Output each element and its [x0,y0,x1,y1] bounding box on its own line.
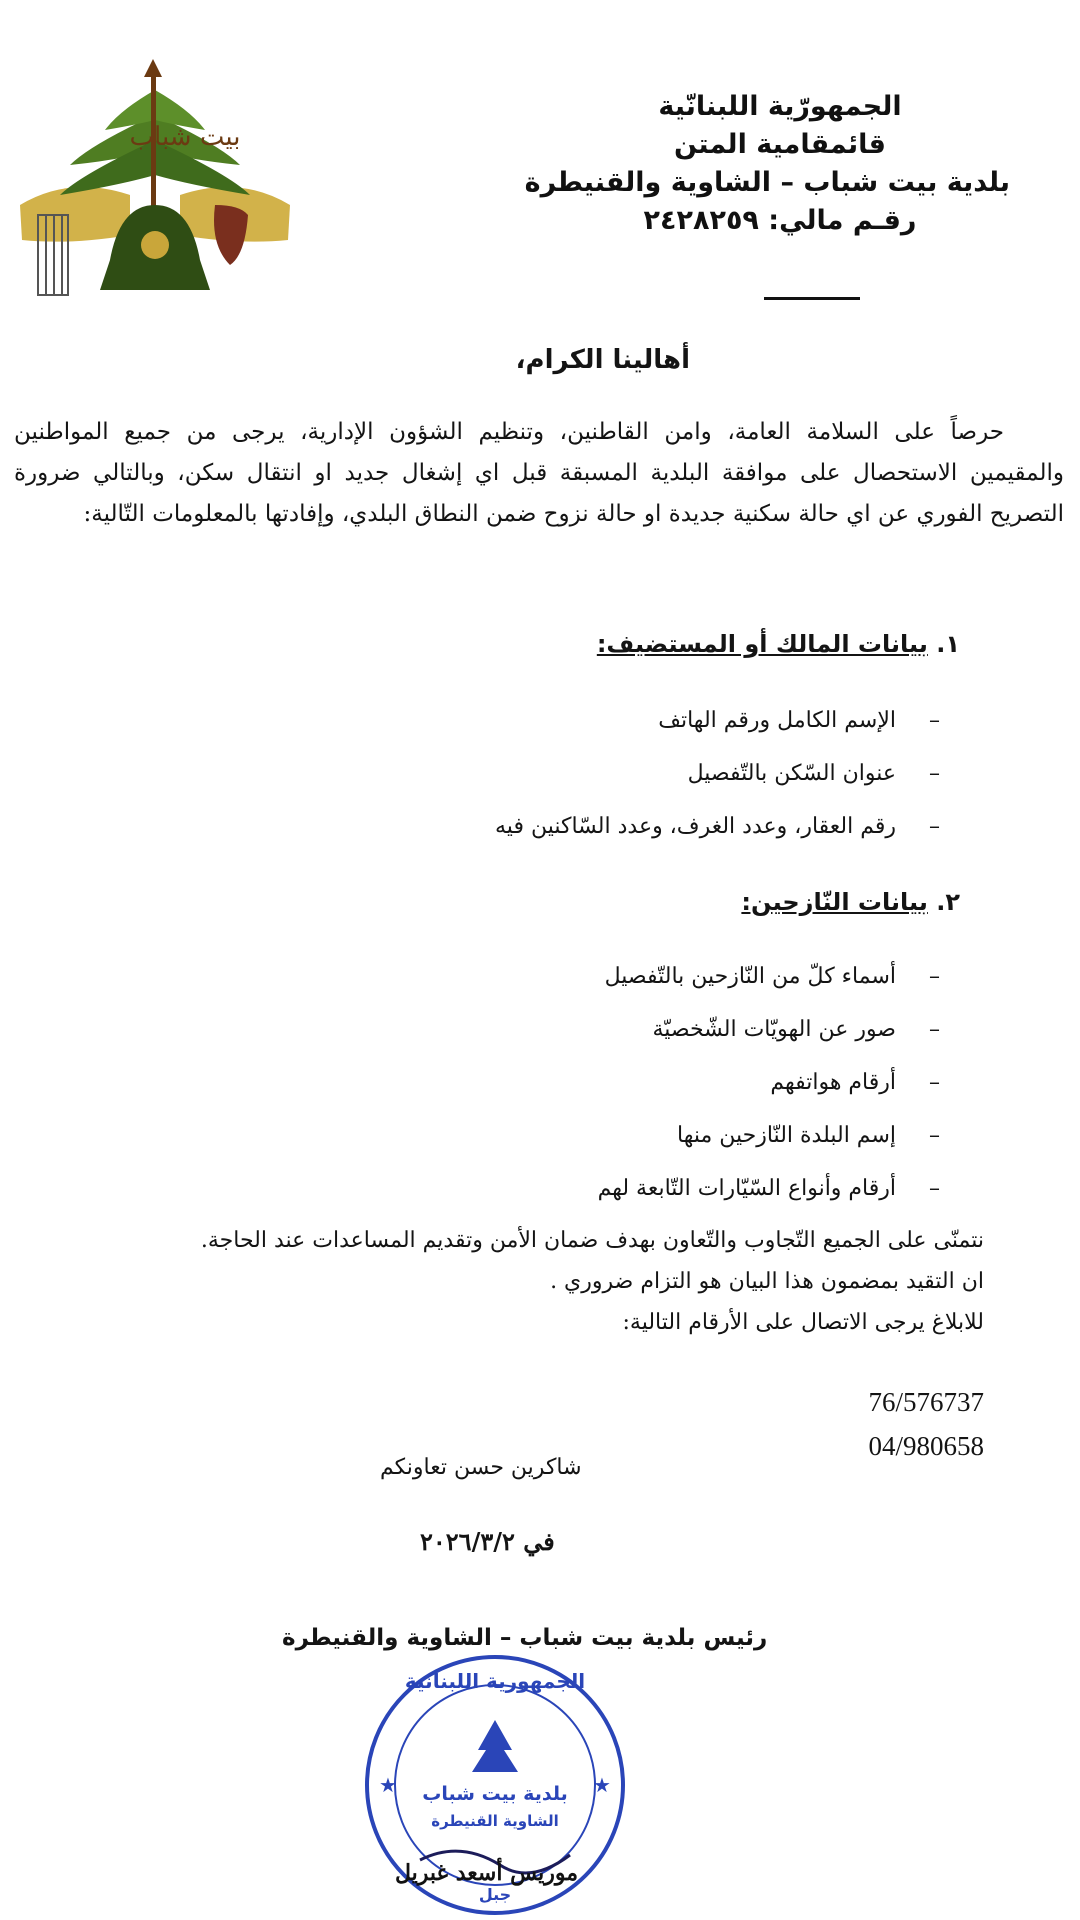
section2-heading [741,888,960,916]
mayor-name: موريس أسعد غبريل [395,1860,579,1886]
list-item: –رقم العقار، وعدد الغرف، وعدد السّاكنين فيه [495,800,940,853]
thanks-text: شاكرين حسن تعاونكم [380,1455,582,1480]
list-item: –أرقام وأنواع السّيّارات التّابعة لهم [598,1162,940,1215]
section1-list [495,694,940,853]
list-item: –أسماء كلّ من النّازحين بالتّفصيل [598,950,940,1003]
dash-marker: – [929,1123,940,1148]
stamp-bottom-text: جبل [478,1885,512,1904]
letter-date: في ٢٠٢٦/٣/٢ [420,1527,555,1556]
dash-marker: – [929,964,940,989]
intro-paragraph [14,412,1064,535]
list-item: –صور عن الهويّات الشّخصيّة [598,1003,940,1056]
stamp-inner-subtext: الشاوية القنيطرة [431,1812,559,1830]
stamp-inner-text: بلدية بيت شباب [422,1783,568,1805]
closing-line3: للابلاغ يرجى الاتصال على الأرقام التالية: [622,1310,984,1335]
section2-list [598,950,940,1215]
dash-marker: – [929,1070,940,1095]
list-item: –أرقام هواتفهم [598,1056,940,1109]
greeting: أهالينا الكرام، [515,345,690,375]
phone-numbers [868,1380,984,1468]
section1-number: ١. [936,630,960,658]
header-district: قائمقامية المتن [674,129,886,160]
header-country: الجمهورّية اللبنانّية [658,91,902,122]
logo-lettering: بيت شباب [129,122,241,152]
svg-text:★: ★ [593,1773,611,1797]
phone-number: 04/980658 [868,1431,984,1461]
section1-heading [597,630,960,658]
stamp-outer-text: الجمهورية اللبنانية [404,1669,586,1693]
mayor-title: رئيس بلدية بيت شباب – الشاوية والقنيطرة [282,1625,768,1651]
dash-marker: – [929,708,940,733]
header-financial-number: رقـم مالي: ٢٤٢٨٢٥٩ [643,205,917,236]
dash-marker: – [929,761,940,786]
list-item: –عنوان السّكن بالتّفصيل [495,747,940,800]
header-divider [764,297,860,300]
section2-number: ٢. [936,888,960,916]
closing-line1: نتمنّى على الجميع التّجاوب والتّعاون بهدف ضمان الأمن وتقديم المساعدات عند الحاجة. [200,1228,984,1253]
closing-text [201,1220,984,1343]
intro-text: حرصاً على السلامة العامة، وامن القاطنين، وتنظيم الشؤون الإدارية، يرجى من جميع المواطنين والمقيمين الاستحصال على موافقة البلدية المسبقة قبل اي إشغال جديد او انتقال سكن، وبالتالي ضرورة التصريح الفوري عن اي حالة سكنية جديدة او حالة نزوح ضمن النطاق البلدي، وإفادتها بالمعلومات التّالية: [14,419,1064,527]
svg-text:★: ★ [379,1773,397,1797]
phone-number: 76/576737 [868,1387,984,1417]
header-municipality: بلدية بيت شباب – الشاوية والقنيطرة [524,167,1010,198]
dash-marker: – [929,1017,940,1042]
municipality-logo [10,55,300,305]
section1-title: بيانات المالك أو المستضيف: [596,630,928,658]
dash-marker: – [929,1176,940,1201]
list-item: –إسم البلدة النّازحين منها [598,1109,940,1162]
section2-title: بيانات النّازحين: [741,888,928,916]
list-item: –الإسم الكامل ورقم الهاتف [495,694,940,747]
dash-marker: – [929,814,940,839]
closing-line2: ان التقيد بمضمون هذا البيان هو التزام ضروري . [550,1269,984,1294]
letterhead [524,88,1010,240]
